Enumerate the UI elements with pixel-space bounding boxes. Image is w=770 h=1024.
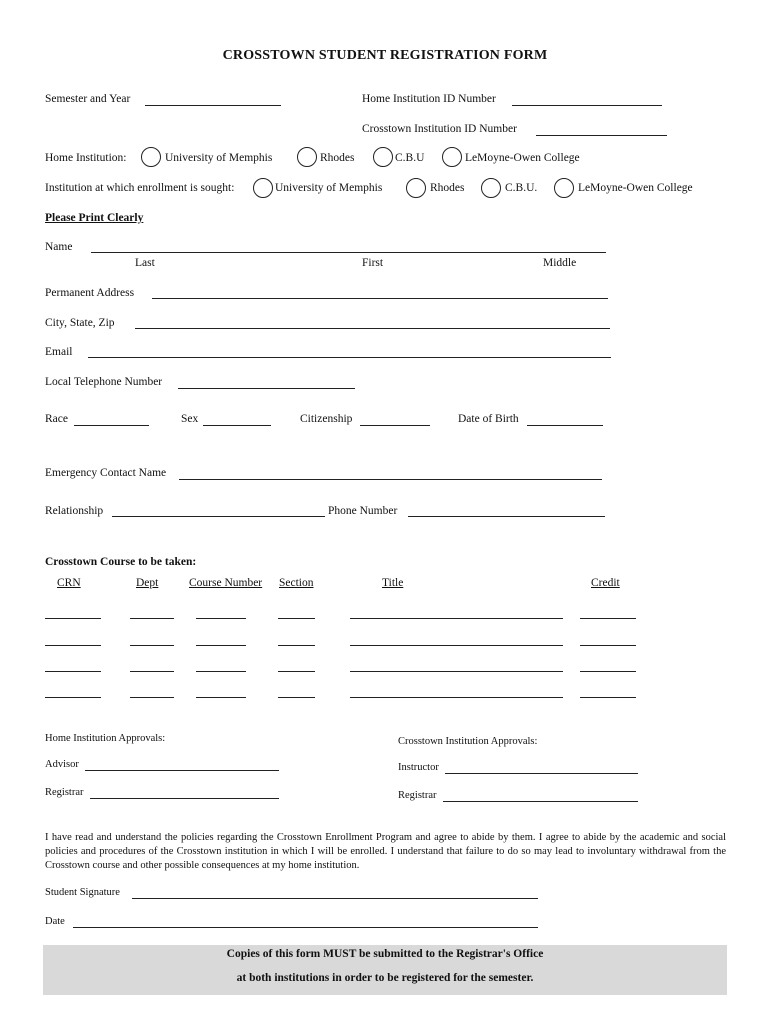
advisor-field[interactable] [85,770,279,771]
col-crn: CRN [57,577,81,589]
home-option-lemoyne: LeMoyne-Owen College [465,152,580,164]
credit-field[interactable] [580,697,636,698]
name-field[interactable] [91,252,606,253]
crosstown-id-field[interactable] [536,135,667,136]
race-field[interactable] [74,425,149,426]
email-label: Email [45,346,73,358]
dept-field[interactable] [130,618,174,619]
home-radio-cbu[interactable] [373,147,393,167]
race-label: Race [45,413,68,425]
credit-field[interactable] [580,618,636,619]
enroll-option-cbu: C.B.U. [505,182,538,194]
home-registrar-field[interactable] [90,798,279,799]
relationship-field[interactable] [112,516,325,517]
student-signature-label: Student Signature [45,887,120,898]
title-field[interactable] [350,645,563,646]
dept-field[interactable] [130,697,174,698]
crn-field[interactable] [45,671,101,672]
notice-line-2: at both institutions in order to be registered for the semester. [236,972,534,984]
home-option-memphis: University of Memphis [165,152,273,164]
advisor-label: Advisor [45,759,79,770]
col-title: Title [382,577,404,589]
sex-label: Sex [181,413,199,425]
instructor-field[interactable] [445,773,638,774]
email-field[interactable] [88,357,611,358]
form-title: CROSSTOWN STUDENT REGISTRATION FORM [222,48,548,63]
crn-field[interactable] [45,645,101,646]
title-field[interactable] [350,671,563,672]
home-radio-lemoyne[interactable] [442,147,462,167]
citizenship-field[interactable] [360,425,430,426]
home-id-label: Home Institution ID Number [362,93,496,105]
sex-field[interactable] [203,425,271,426]
semester-year-field[interactable] [145,105,281,106]
city-state-zip-label: City, State, Zip [45,317,115,329]
title-field[interactable] [350,618,563,619]
col-credit: Credit [591,577,620,589]
section-field[interactable] [278,618,315,619]
registrar-notice [43,945,727,995]
home-registrar-label: Registrar [45,787,84,798]
home-option-cbu: C.B.U [395,152,425,164]
name-first-label: First [362,257,384,269]
enroll-radio-memphis[interactable] [253,178,273,198]
col-course-number: Course Number [189,577,263,589]
name-last-label: Last [135,257,155,269]
home-institution-label: Home Institution: [45,152,127,164]
date-label: Date [45,916,65,927]
course-number-field[interactable] [196,645,246,646]
course-number-field[interactable] [196,618,246,619]
dept-field[interactable] [130,671,174,672]
credit-field[interactable] [580,671,636,672]
course-number-field[interactable] [196,697,246,698]
permanent-address-field[interactable] [152,298,608,299]
course-number-field[interactable] [196,671,246,672]
student-signature-field[interactable] [132,898,538,899]
enroll-option-rhodes: Rhodes [430,182,465,194]
notice-line-1: Copies of this form MUST be submitted to the Registrar's Office [226,948,544,960]
permanent-address-label: Permanent Address [45,287,135,299]
relationship-label: Relationship [45,505,104,517]
crosstown-approvals-heading: Crosstown Institution Approvals: [398,736,538,747]
credit-field[interactable] [580,645,636,646]
dob-label: Date of Birth [458,413,519,425]
enroll-radio-cbu[interactable] [481,178,501,198]
col-dept: Dept [136,577,159,589]
crn-field[interactable] [45,697,101,698]
enroll-radio-lemoyne[interactable] [554,178,574,198]
enrollment-institution-label: Institution at which enrollment is sought: [45,182,235,194]
home-radio-memphis[interactable] [141,147,161,167]
name-middle-label: Middle [543,257,577,269]
enroll-radio-rhodes[interactable] [406,178,426,198]
instructor-label: Instructor [398,762,439,773]
home-radio-rhodes[interactable] [297,147,317,167]
emergency-contact-label: Emergency Contact Name [45,467,167,479]
emergency-contact-field[interactable] [179,479,602,480]
courses-heading: Crosstown Course to be taken: [45,556,197,568]
home-id-field[interactable] [512,105,662,106]
home-option-rhodes: Rhodes [320,152,355,164]
crosstown-id-label: Crosstown Institution ID Number [362,123,517,135]
city-state-zip-field[interactable] [135,328,610,329]
citizenship-label: Citizenship [300,413,353,425]
date-field[interactable] [73,927,538,928]
dept-field[interactable] [130,645,174,646]
dob-field[interactable] [527,425,603,426]
crosstown-registrar-field[interactable] [443,801,638,802]
section-field[interactable] [278,671,315,672]
enroll-option-lemoyne: LeMoyne-Owen College [578,182,693,194]
enroll-option-memphis: University of Memphis [275,182,383,194]
emergency-phone-label: Phone Number [328,505,398,517]
col-section: Section [279,577,314,589]
local-phone-label: Local Telephone Number [45,376,163,388]
agreement-text: I have read and understand the policies regarding the Crosstown Enrollment Program and agree to abide by them. I agree to abide by the academic and social policies and procedures of the Crosstown institution in which I will be enrolled. I understand that failure to do so may lead to involuntary withdrawal from the Crosstown course and other possible consequences at my home institution. [45,832,726,871]
name-label: Name [45,241,73,253]
local-phone-field[interactable] [178,388,355,389]
semester-year-label: Semester and Year [45,93,131,105]
home-approvals-heading: Home Institution Approvals: [45,733,166,744]
section-field[interactable] [278,645,315,646]
emergency-phone-field[interactable] [408,516,605,517]
print-clearly-heading: Please Print Clearly [45,212,144,224]
title-field[interactable] [350,697,563,698]
crn-field[interactable] [45,618,101,619]
crosstown-registrar-label: Registrar [398,790,437,801]
section-field[interactable] [278,697,315,698]
